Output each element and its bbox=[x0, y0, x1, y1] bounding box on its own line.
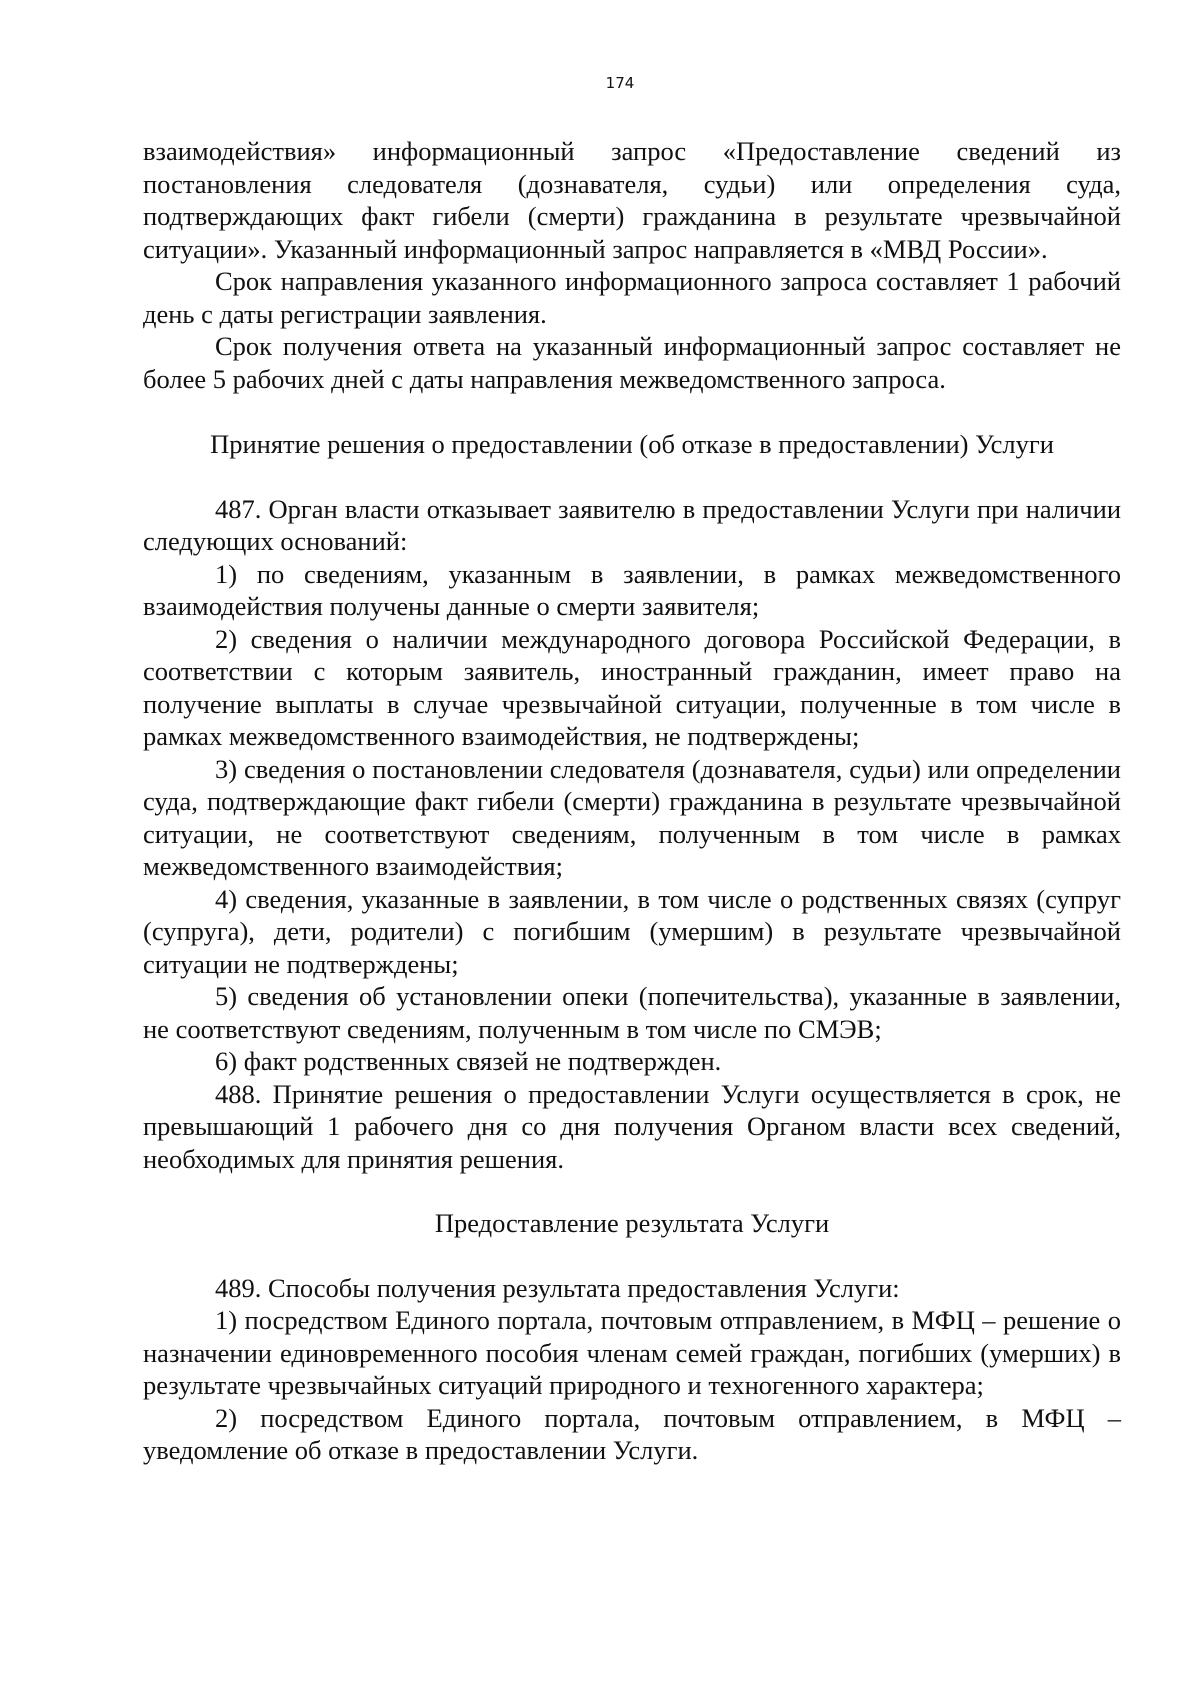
paragraph-response-deadline: Срок получения ответа на указанный информационный запрос составляет не более 5 рабочих дней с даты направления межведомственного запроса. bbox=[143, 331, 1121, 394]
list-item-489-1: 1) посредством Единого портала, почтовым отправлением, в МФЦ – решение о назначении единовременного пособия членам семей граждан, погибших (умерших) в результате чрезвычайных ситуаций природного и техногенного характера; bbox=[143, 1305, 1121, 1400]
list-item-487-4: 4) сведения, указанные в заявлении, в том числе о родственных связях (супруг (супруга), дети, родители) с погибшим (умершим) в результате чрезвычайной ситуации не подтверждены; bbox=[143, 883, 1121, 979]
paragraph-488: 488. Принятие решения о предоставлении Услуги осуществляется в срок, не превышающий 1 рабочего дня со дня получения Органом власти всех сведений, необходимых для принятия решения. bbox=[143, 1078, 1121, 1174]
list-item-489-2: 2) посредством Единого портала, почтовым отправлением, в МФЦ – уведомление об отказе в предоставлении Услуги. bbox=[143, 1402, 1121, 1465]
list-item-487-6: 6) факт родственных связей не подтвержден. bbox=[215, 1046, 722, 1076]
section-heading-result: Предоставление результата Услуги bbox=[434, 1208, 830, 1238]
paragraph-request-deadline: Срок направления указанного информационного запроса составляет 1 рабочий день с даты регистрации заявления. bbox=[143, 266, 1121, 329]
paragraph-489: 489. Способы получения результата предоставления Услуги: bbox=[215, 1272, 900, 1303]
page-number: 174 bbox=[605, 74, 635, 92]
list-item-487-2: 2) сведения о наличии международного договора Российской Федерации, в соответствии с которым заявитель, иностранный гражданин, имеет право на получение выплаты в случае чрезвычайной ситуации, полученные в том числе в рамках межведомственного взаимодействия, не подтверждены; bbox=[143, 623, 1121, 751]
section-heading-decision: Принятие решения о предоставлении (об отказе в предоставлении) Услуги bbox=[210, 429, 1054, 459]
list-item-487-3: 3) сведения о постановлении следователя (дознавателя, судьи) или определении суда, подтверждающие факт гибели (смерти) гражданина в результате чрезвычайной ситуации, не соответствуют сведениям, полученным в том числе в рамках межведомственного взаимодействия; bbox=[143, 753, 1121, 881]
paragraph-continuation: взаимодействия» информационный запрос «Предоставление сведений из постановления следователя (дознавателя, судьи) или определения суда, подтверждающих факт гибели (смерти) гражданина в результате чрезвычайной ситуации». Указанный информационный запрос направляется в «МВД России». bbox=[143, 136, 1121, 264]
document-body bbox=[143, 135, 1121, 1467]
paragraph-487: 487. Орган власти отказывает заявителю в предоставлении Услуги при наличии следующих оснований: bbox=[143, 493, 1121, 556]
list-item-487-1: 1) по сведениям, указанным в заявлении, в рамках межведомственного взаимодействия получены данные о смерти заявителя; bbox=[143, 558, 1121, 621]
list-item-487-5: 5) сведения об установлении опеки (попечительства), указанные в заявлении, не соответствуют сведениям, полученным в том числе по СМЭВ; bbox=[143, 981, 1121, 1044]
